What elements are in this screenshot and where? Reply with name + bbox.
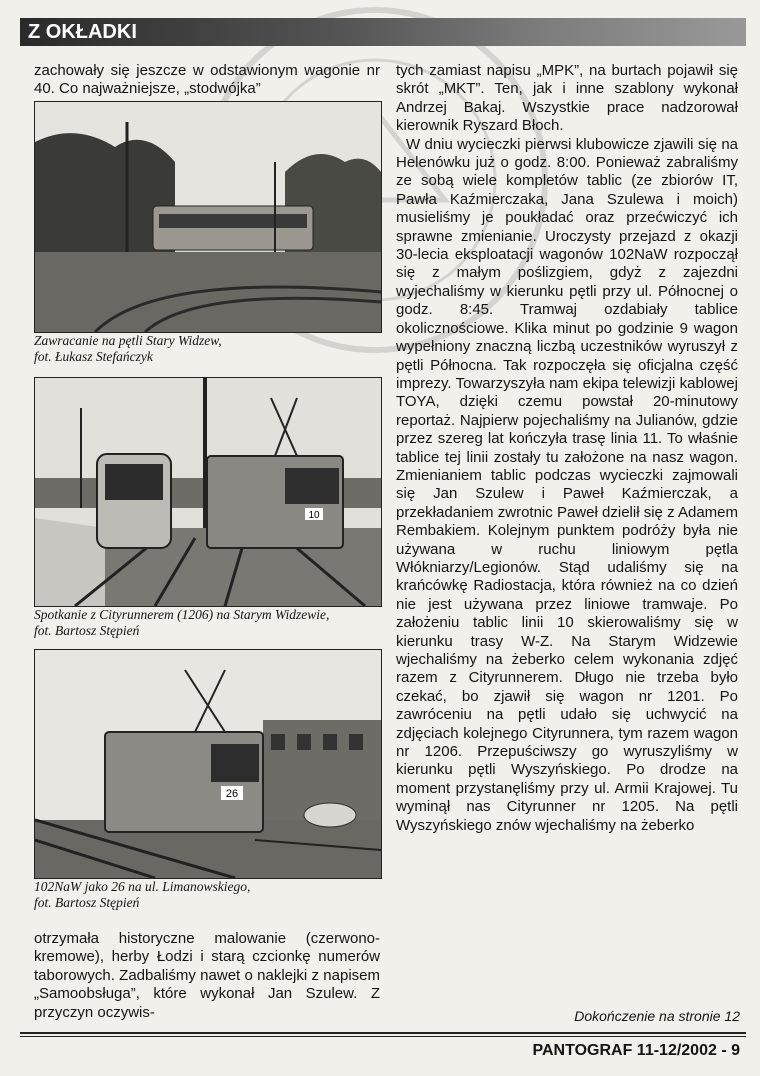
left-column-top-text: [34, 62, 380, 99]
article-paragraph: otrzymała historyczne malowanie (czerwono-kremowe), herby Łodzi i starą czcionkę numerów taborowych. Zadbaliśmy nawet o naklejki z napisem „Samoobsługa”, które wykonał Jan Szulew. Z przyczyn oczywis-: [34, 930, 380, 1021]
caption-credit: fot. Łukasz Stefańczyk: [34, 349, 153, 364]
caption-title: 102NaW jako 26 na ul. Limanowskiego,: [34, 879, 251, 894]
photo-tram-turning-loop: [34, 101, 382, 333]
photo-caption: [34, 333, 380, 365]
photo-caption: [34, 607, 380, 639]
tram-number-label: 10: [308, 510, 320, 521]
continuation-note: Dokończenie na stronie 12: [574, 1008, 740, 1024]
photo-caption: [34, 879, 380, 911]
tram-number-label: 26: [225, 788, 239, 800]
footer-rule: [20, 1036, 746, 1037]
caption-credit: fot. Bartosz Stępień: [34, 623, 140, 638]
caption-title: Zawracanie na pętli Stary Widzew,: [34, 333, 222, 348]
photo-tram-limanowskiego: [34, 649, 382, 879]
article-paragraph: tych zamiast napisu „MPK”, na burtach pojawił się skrót „MKT”. Ten, jak i inne szablony wykonał Andrzej Bakaj. Wszystkie prace nadzorował kierownik Ryszard Błoch.: [396, 62, 738, 135]
article-paragraph: zachowały się jeszcze w odstawionym wagonie nr 40. Co najważniejsze, „stodwójka”: [34, 62, 380, 98]
footer-rule: [20, 1032, 746, 1034]
page-footer: PANTOGRAF 11-12/2002 - 9: [532, 1042, 740, 1059]
article-paragraph: W dniu wycieczki pierwsi klubowicze zjawili się na Helenówku już o godz. 8:00. Ponieważ zabraliśmy ze sobą wiele kompletów tablic (ze zbiorów IT, Pawła Kaźmierczaka, Jana Szulewa i moich) musieliśmy je poukładać oraz przećwiczyć ich sprawne zmienianie. Uroczysty przejazd z okazji 30-lecia eksploatacji wagonów 102NaW rozpoczął się z małym poślizgiem, gdyż z zajezdni wyjechaliśmy w kierunku pętli przy ul. Północnej o godz. 8:45. Tramwaj ozdabiały tablice okolicznościowe. Klika minut po godzinie 9 wagon wypełniony znaczną liczbą uczestników wyruszył z pętli Północna. Tak rozpoczęła się oficjalna część imprezy. Towarzyszyła nam ekipa telewizji kablowej TOYA, dzięki czemu powstał 20-minutowy reportaż. Najpierw pojechaliśmy na Julianów, gdzie przez szereg lat kończyła trasę linia 11. To właśnie tablice tej linii zostały tu założone na nasz wagon. Zmienianiem tablic podczas wycieczki zajmowali się Jan Szulew i Paweł Kaźmierczak, a przekładaniem zwrotnic Paweł dzielił się z Adamem Rembakiem. Kolejnym punktem podróży była nie używana w ruchu liniowym pętla Włókniarzy/Legionów. Stąd udaliśmy się na krańcówkę Radiostacja, która również na co dzień nie jest używana przez liniowe tramwaje. Po założeniu tablic linii 10 skierowaliśmy się w kierunku trasy W-Z. Na Starym Widzewie wjechaliśmy na żeberko celem wykonania zdjęć razem z Cityrunnerem. Długo nie trzeba było czekać, bo zjawił się wagon nr 1201. Po zawróceniu na pętli udało się uchwycić na zdjęciach kolejnego Cityrunnera, tym razem wagon nr 1206. Przepuściwszy go wyruszyliśmy w kierunku pętli Wyszyńskiego. Po drodze na moment przystanęliśmy przy ul. Armii Krajowej. Tu wyminął nas Cityrunner nr 1205. Na pętli Wyszyńskiego znów wjechaliśmy na żeberko: [396, 135, 738, 834]
caption-credit: fot. Bartosz Stępień: [34, 895, 140, 910]
section-label: Z OKŁADKI: [28, 21, 137, 43]
caption-title: Spotkanie z Cityrunnerem (1206) na Starym Widzewie,: [34, 607, 330, 622]
left-column-bottom-text: [34, 930, 380, 1022]
right-column-text: [396, 62, 738, 835]
photo-meeting-cityrunner: [34, 377, 382, 607]
